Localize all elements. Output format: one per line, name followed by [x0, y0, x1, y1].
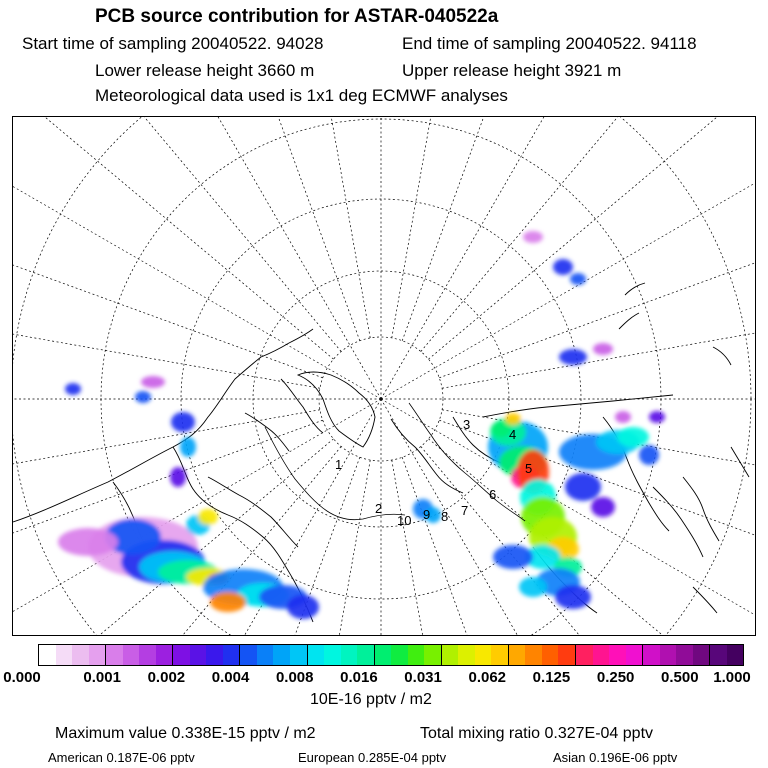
colorbar-segment — [56, 645, 73, 665]
concentration-blob — [649, 411, 665, 423]
concentration-blob — [639, 445, 659, 465]
colorbar-segment — [156, 645, 174, 665]
colorbar-tick-label: 0.004 — [211, 669, 250, 686]
meridian-line — [13, 243, 320, 389]
colorbar-segment — [626, 645, 644, 665]
meridian-line — [392, 117, 538, 338]
colorbar-segment — [458, 645, 475, 665]
point-label-9: 9 — [423, 507, 431, 522]
colorbar-segment — [442, 645, 459, 665]
colorbar-segment — [190, 645, 207, 665]
point-label-2: 2 — [375, 501, 383, 516]
colorbar-segment — [257, 645, 274, 665]
colorbar-tick-label: 0.008 — [275, 669, 314, 686]
point-label-8: 8 — [441, 509, 449, 524]
colorbar-tick-label: 0.031 — [404, 669, 442, 686]
colorbar-tick-label: 0.062 — [468, 669, 507, 686]
point-label-3: 3 — [463, 417, 471, 432]
colorbar-segment — [593, 645, 610, 665]
colorbar-segment — [643, 645, 660, 665]
meridian-line — [442, 243, 756, 389]
concentration-blob — [565, 473, 601, 501]
concentration-blob — [505, 413, 521, 425]
meridian-line — [13, 117, 334, 359]
colorbar-segment — [173, 645, 190, 665]
point-label-7: 7 — [461, 503, 469, 518]
polar-map — [12, 116, 756, 636]
colorbar-segment — [408, 645, 425, 665]
colorbar-segment — [341, 645, 358, 665]
concentration-blob — [170, 467, 186, 487]
colorbar-segment — [475, 645, 492, 665]
colorbar-segment — [357, 645, 375, 665]
concentration-blob — [519, 577, 547, 597]
concentration-blob — [617, 427, 649, 447]
lower-height-text: Lower release height 3660 m — [95, 61, 315, 80]
colorbar-segment — [693, 645, 711, 665]
colorbar-tick-label: 0.000 — [3, 669, 41, 686]
start-time-text: Start time of sampling 20040522. 94028 — [22, 34, 324, 53]
concentration-blob — [210, 592, 246, 612]
american-contribution: American 0.187E-06 pptv — [48, 750, 195, 765]
max-value-text: Maximum value 0.338E-15 pptv / m2 — [55, 725, 316, 742]
concentration-blob — [180, 437, 196, 457]
point-label-1: 1 — [335, 457, 343, 472]
colorbar-tick-label: 0.125 — [532, 669, 571, 686]
meridian-line — [13, 117, 341, 352]
colorbar-segment — [223, 645, 241, 665]
met-data-text: Meteorological data used is 1x1 deg ECMWF analyses — [95, 86, 508, 105]
concentration-blob — [171, 412, 195, 432]
concentration-blob — [570, 273, 586, 285]
meridian-line — [421, 117, 756, 352]
colorbar-segment — [576, 645, 593, 665]
colorbar-segment — [106, 645, 123, 665]
meridian-line — [428, 117, 756, 359]
concentration-blob — [287, 595, 319, 619]
colorbar-segment — [273, 645, 290, 665]
colorbar-tick-label: 0.250 — [596, 669, 635, 686]
colorbar-segment — [39, 645, 56, 665]
colorbar-segment — [391, 645, 408, 665]
meridian-line — [13, 117, 381, 399]
colorbar-segment — [206, 645, 223, 665]
point-label-6: 6 — [489, 487, 497, 502]
concentration-blob — [135, 391, 151, 403]
colorbar-segment — [324, 645, 341, 665]
colorbar-segment — [308, 645, 325, 665]
concentration-blob — [141, 376, 165, 388]
upper-height-text: Upper release height 3921 m — [402, 61, 622, 80]
concentration-blob — [553, 259, 573, 275]
concentration-blob — [555, 585, 591, 609]
colorbar — [38, 644, 744, 666]
concentration-blob — [559, 349, 587, 365]
colorbar-segment — [710, 645, 727, 665]
colorbar-segment — [89, 645, 107, 665]
concentration-blob — [198, 509, 218, 525]
meridian-line — [439, 117, 756, 378]
point-label-10: 10 — [397, 513, 412, 528]
plot-title: PCB source contribution for ASTAR-040522a — [95, 6, 499, 27]
colorbar-segment — [609, 645, 626, 665]
meridian-line — [225, 117, 371, 338]
colorbar-segment — [424, 645, 442, 665]
colorbar-tick-label: 0.016 — [340, 669, 378, 686]
colorbar-segment — [676, 645, 693, 665]
concentration-blob — [615, 411, 631, 423]
end-time-text: End time of sampling 20040522. 94118 — [402, 34, 697, 53]
colorbar-segment — [290, 645, 308, 665]
colorbar-tick-label: 0.002 — [147, 669, 186, 686]
colorbar-segment — [491, 645, 509, 665]
colorbar-segment — [558, 645, 576, 665]
colorbar-segment — [509, 645, 526, 665]
point-label-5: 5 — [525, 461, 533, 476]
polar-map-canvas — [13, 117, 756, 636]
concentration-blob — [591, 497, 615, 517]
colorbar-segment — [375, 645, 392, 665]
asian-contribution: Asian 0.196E-06 pptv — [553, 750, 678, 765]
colorbar-segment — [72, 645, 89, 665]
concentration-blob — [65, 383, 81, 395]
european-contribution: European 0.285E-04 pptv — [298, 750, 447, 765]
meridian-line — [13, 117, 323, 378]
point-label-4: 4 — [509, 427, 517, 442]
colorbar-segment — [139, 645, 156, 665]
legend-unit: 10E-16 pptv / m2 — [310, 691, 432, 708]
concentration-blob — [593, 343, 613, 355]
colorbar-segment — [660, 645, 677, 665]
colorbar-segment — [542, 645, 559, 665]
total-mixing-text: Total mixing ratio 0.327E-04 pptv — [420, 725, 654, 742]
colorbar-tick-label: 1.000 — [713, 669, 751, 686]
trajectory-path — [265, 403, 525, 521]
concentration-blob — [493, 545, 533, 569]
colorbar-segment — [727, 645, 744, 665]
colorbar-segment — [525, 645, 542, 665]
concentration-blob — [523, 231, 543, 243]
concentration-blob — [58, 528, 118, 556]
colorbar-tick-label: 0.001 — [83, 669, 121, 686]
colorbar-tick-label: 0.500 — [661, 669, 699, 686]
colorbar-segment — [123, 645, 140, 665]
meridian-line — [13, 117, 381, 399]
colorbar-segment — [240, 645, 257, 665]
